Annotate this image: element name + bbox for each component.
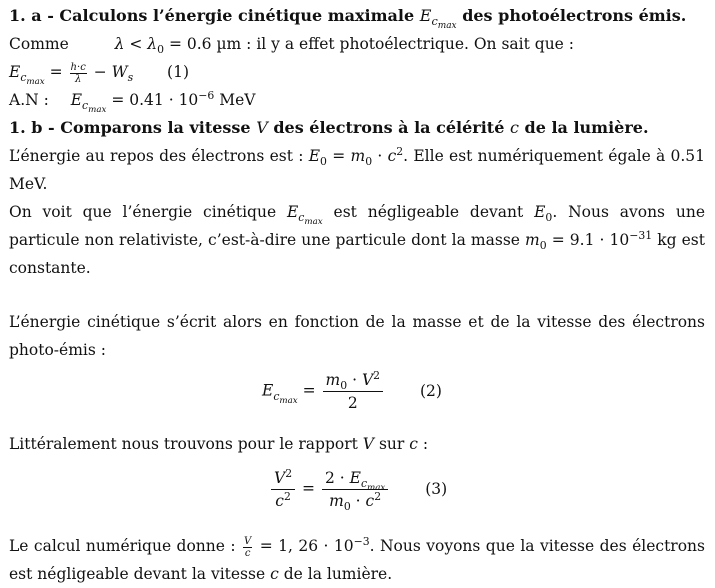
eq3-number: (3) [425, 479, 448, 498]
condition-line: Comme $\lambda < \lambda_0 = 0.6$ µm : il y a effet photoélectrique. On sait que : [9, 35, 574, 57]
numerical-application-line: A.N : $E_{c_{max}} = 0.41 \cdot 10^{-6}$ MeV [9, 88, 256, 116]
result-paragraph: Le calcul numérique donne : $\frac{V}{c}$ = 1, $26 \cdot 10^{-3}$. Nous voyons que la vitesse des électrons est négligeable devant la vitesse c de la lumière. [9, 534, 705, 583]
kinetic-energy-paragraph: L’énergie cinétique s’écrit alors en fonction de la masse et de la vitesse des électrons photo-émis : [9, 313, 705, 359]
formula-1: $E_{c_{max}}$ = $\frac{h\cdot c}{\lambda}$ − $W_s$ (1) [9, 61, 189, 88]
eq2-number: (2) [419, 381, 442, 400]
section-1a-title: 1. a - Calculons l’énergie cinétique maximale $E_{c_{max}}$ des photoélectrons émis. [9, 6, 687, 32]
section-1b-title: 1. b - Comparons la vitesse V des électrons à la célérité c de la lumière. [9, 118, 649, 137]
eq1-number: (1) [167, 63, 189, 81]
formula-3: $\frac{V^2}{c^2}$ = $\frac{2 \cdot E_{c_{max}}}{m_0 \cdot c^2}$ (3) [9, 458, 705, 532]
rest-energy-paragraph: L’énergie au repos des électrons est : $E_0 = m_0 \cdot c^2$. Elle est numériquement égale à 0.51 MeV. [9, 144, 706, 193]
non-relativistic-paragraph: On voit que l’énergie cinétique $E_{c_{max}}$ est négligeable devant $E_0$. Nous avons une particule non relativiste, c’est-à-dire une particule dont la masse $m_0 = 9.1 \cdot 10^{-31}$ kg est constante. [9, 203, 705, 277]
document [9, 2, 705, 588]
ratio-intro-line: Littéralement nous trouvons pour le rapport V sur c : [9, 435, 429, 453]
formula-2: $E_{c_{max}}$ = $\frac{m_0 \cdot V^2}{2}$ (2) [262, 368, 442, 412]
